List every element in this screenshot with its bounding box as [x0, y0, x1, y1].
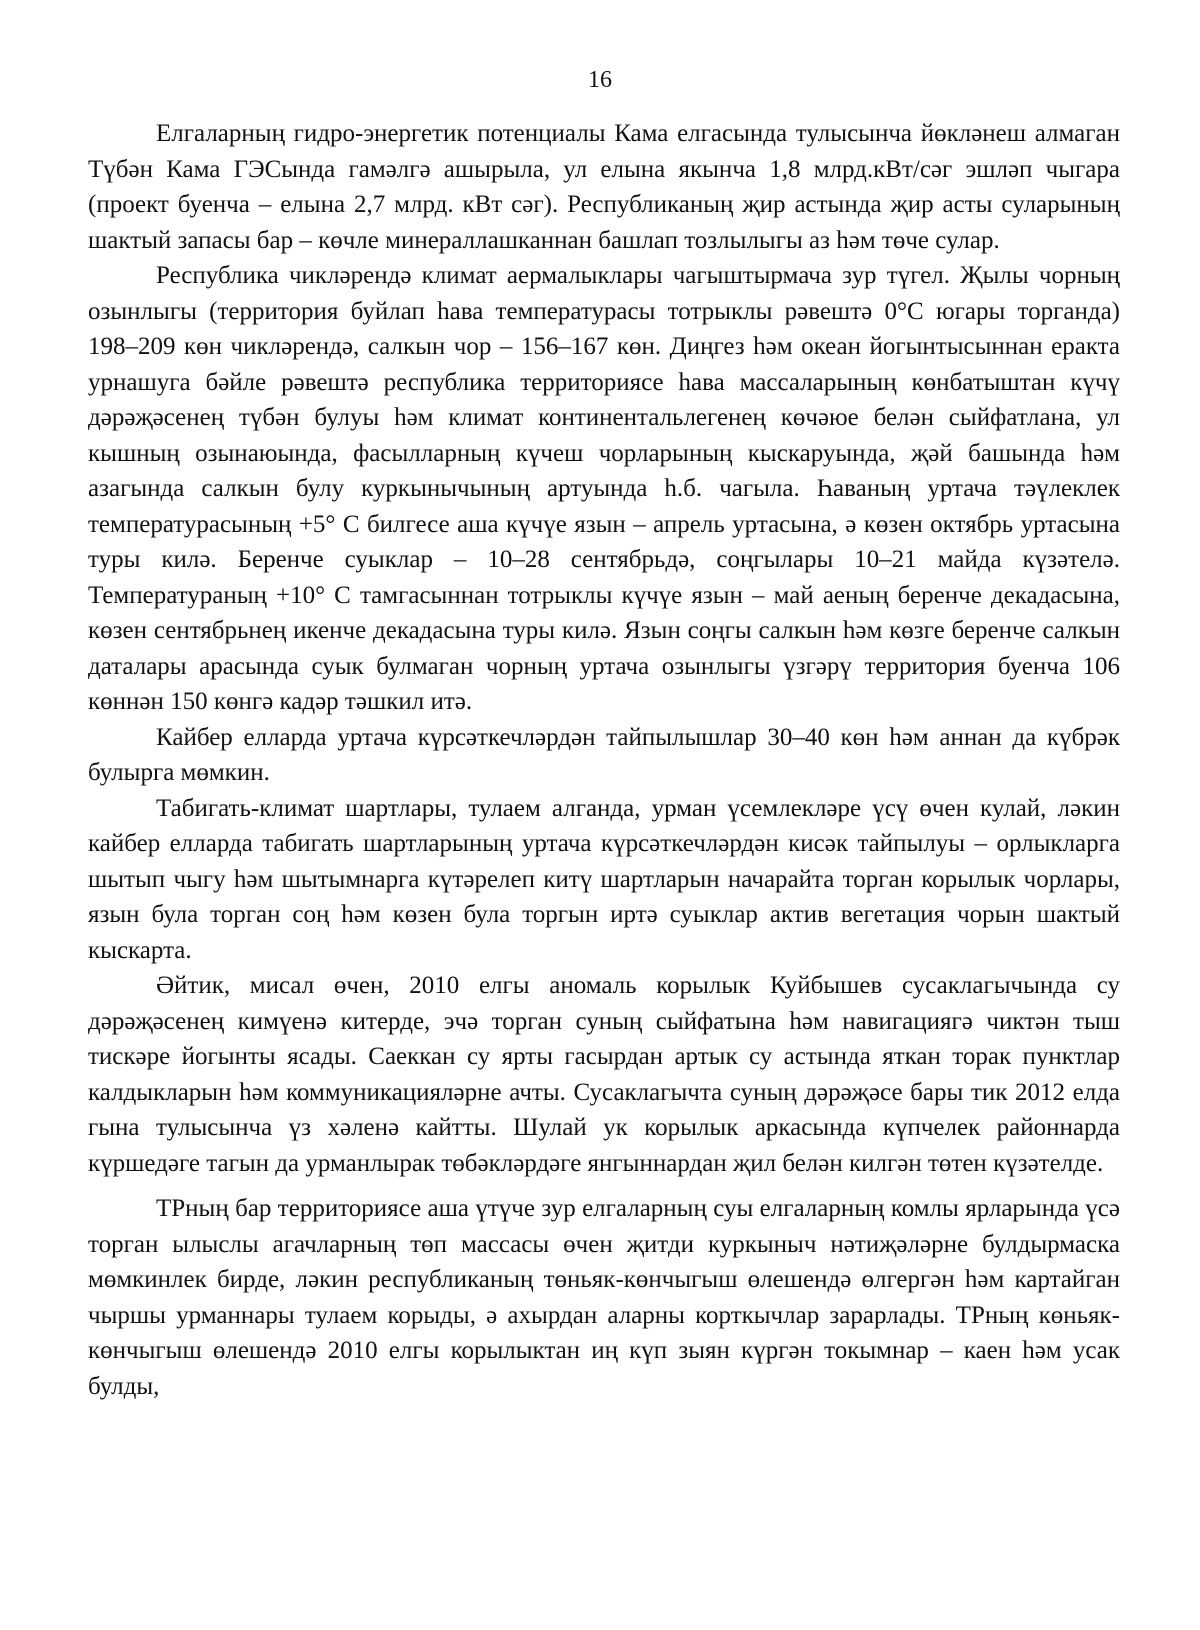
paragraph-climate: Республика чикләрендә климат аермалыклары чагыштырмача зур түгел. Җылы чорның озынлыгы (территория буйлап һава температурасы тотрыклы рәвештә 0°С югары торганда) 198–209 көн чикләрендә, салкын чор – 156–167 көн. Диңгез һәм океан йогынтысыннан еракта урнашуга бәйле рәвештә республика территориясе һава массаларының көнбатыштан күчү дәрәҗәсенең түбән булуы һәм климат континентальлегенең көчәюе белән сыйфатлана, ул кышның озынаюында, фасылларның күчеш чорларының кыскаруында, җәй башында һәм азагында салкын булу куркынычының артуында h.б. чагыла. Һаваның уртача тәүлеклек температурасының +5° С билгесе аша күчүе язын – апрель уртасына, ә көзен октябрь уртасына туры килә. Беренче суыклар – 10–28 сентябрьдә, соңгылары 10–21 майда күзәтелә. Температураның +10° С тамгасыннан тотрыклы күчүе язын – май аеның беренче декадасына, көзен сентябрьнең икенче декадасына туры килә. Язын соңгы салкын һәм көзге беренче салкын даталары арасында суык булмаган чорның уртача озынлыгы үзгәрү территория буенча 106 көннән 150 көнгә кадәр тәшкил итә.: [88, 262, 1120, 715]
page-number: 16: [588, 67, 612, 93]
paragraph-natural-conditions: Табигать-климат шартлары, тулаем алганда, урман үсемлекләре үсү өчен кулай, ләкин кайбер елларда табигать шартларының уртача күрсәткечләрдән кисәк тайпылуы – орлыкларга шытып чыгу һәм шытымнарга күтәрелеп китү шартларын начарайта торган корылык чорлары, язын була торган соң һәм көзен була торгын иртә суыклар актив вегетация чорын шактый кыскарта.: [88, 794, 1120, 964]
paragraph-hydro-energy: Елгаларның гидро-энергетик потенциалы Кама елгасында тулысынча йөкләнеш алмаган Түбән Кама ГЭСында гамәлгә ашырыла, ул елына якынча 1,8 млрд.кВт/сәг эшләп чыгара (проект буенча – елына 2,7 млрд. кВт сәг). Республиканың җир астында җир асты суларының шактый запасы бар – көчле минераллашканнан башлап тозлылыгы аз һәм төче сулар.: [88, 120, 1120, 254]
paragraph-deviations: Кайбер елларда уртача күрсәткечләрдән тайпылышлар 30–40 көн һәм аннан да күбрәк булырга мөмкин.: [88, 723, 1120, 786]
paragraph-drought-2010: Әйтик, мисал өчен, 2010 елгы аномаль корылык Куйбышев сусаклагычында су дәрәҗәсенең кимүенә китерде, эчә торган суның сыйфатына һәм навигациягә чиктән тыш тискәре йогынты ясады. Саеккан су ярты гасырдан артык су астында яткан торак пунктлар калдыкларын һәм коммуникацияләрне ачты. Сусаклагычта суның дәрәҗәсе бары тик 2012 елда гына тулысынча үз хәленә кайтты. Шулай ук корылык аркасында күпчелек районнарда күршедәге тагын да урманлырак төбәкләрдәге янгыннардан җил белән килгән төтен күзәтелде.: [88, 972, 1120, 1177]
paragraph-rivers-forests: ТРның бар территориясе аша үтүче зур елгаларның суы елгаларның комлы ярларында үсә торган ылыслы агачларның төп массасы өчен җитди куркыныч нәтиҗәләрне булдырмаска мөмкинлек бирде, ләкин республиканың төньяк-көнчыгыш өлешендә өлгергән һәм картайган чыршы урманнары тулаем корыды, ә ахырдан аларны корткычлар зарарлады. ТРның көньяк-көнчыгыш өлешендә 2010 елгы корылыктан иң күп зыян күргән токымнар – каен һәм усак булды,: [88, 1195, 1120, 1400]
document-body: [88, 116, 1120, 1404]
